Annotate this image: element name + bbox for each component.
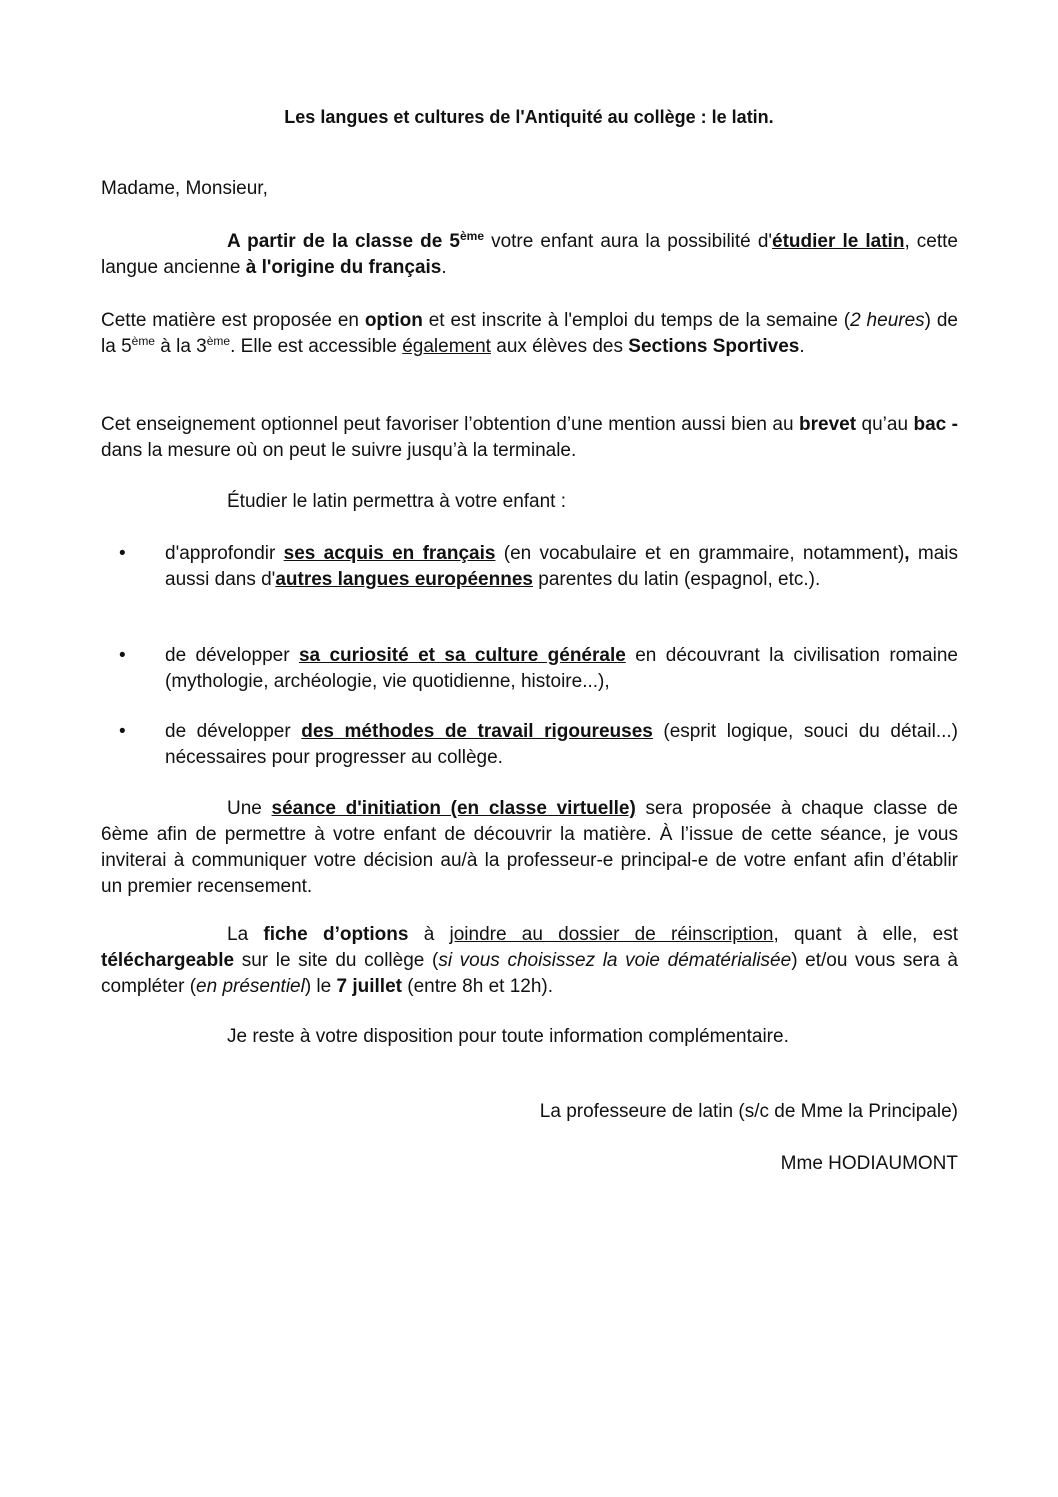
emphasis: étudier le latin bbox=[772, 231, 905, 252]
text-fragment: , cette langue ancienne bbox=[101, 231, 958, 278]
bullet-icon: • bbox=[119, 721, 126, 742]
superscript: ème bbox=[459, 229, 484, 243]
list-item-text bbox=[165, 541, 958, 593]
list-item-text bbox=[165, 643, 958, 695]
emphasis: option bbox=[364, 310, 423, 331]
text-fragment: de développer bbox=[165, 721, 302, 742]
text-fragment: ) le bbox=[304, 976, 337, 997]
text-fragment: . bbox=[799, 336, 805, 357]
text-fragment: aux élèves des bbox=[490, 336, 629, 357]
text-fragment: sera proposée à chaque classe de 6ème afin de permettre à votre enfant de découvrir la matière. À l’issue de cette séance, je vous inviterai à communiquer votre décision au/à la professeur-e principal-e de votre enfant afin d’établir un premier recensement. bbox=[101, 798, 958, 897]
text-fragment: votre enfant aura la possibilité d' bbox=[484, 231, 773, 252]
paragraph-mention bbox=[101, 412, 958, 464]
text-fragment: ) et/ou vous sera à compléter ( bbox=[101, 950, 958, 997]
emphasis: en présentiel bbox=[196, 976, 305, 997]
emphasis: séance d'initiation (en classe virtuelle) bbox=[271, 798, 636, 819]
emphasis: fiche d’options bbox=[263, 924, 409, 945]
letter-title: Les langues et cultures de l'Antiquité au collège : le latin. bbox=[284, 107, 774, 127]
text-fragment: en découvrant la civilisation romaine (mythologie, archéologie, vie quotidienne, histoire...), bbox=[165, 645, 958, 692]
text-fragment: . Elle est accessible bbox=[230, 336, 403, 357]
list-item-text bbox=[165, 719, 958, 771]
text-fragment: qu’au bbox=[856, 414, 914, 435]
emphasis: 2 heures bbox=[850, 310, 925, 331]
paragraph-list-intro: Étudier le latin permettra à votre enfant : bbox=[227, 491, 567, 512]
text-fragment: (entre 8h et 12h). bbox=[401, 976, 554, 997]
salutation: Madame, Monsieur, bbox=[101, 178, 268, 199]
text-fragment: Une bbox=[227, 798, 272, 819]
text-fragment: ) de la 5 bbox=[101, 310, 958, 357]
emphasis: ses acquis en français bbox=[283, 543, 496, 564]
text-fragment: . bbox=[441, 257, 447, 278]
emphasis: si vous choisissez la voie dématérialisée bbox=[438, 950, 792, 971]
paragraph-closing: Je reste à votre disposition pour toute information complémentaire. bbox=[227, 1026, 789, 1047]
signature-name: Mme HODIAUMONT bbox=[780, 1153, 958, 1174]
emphasis: également bbox=[402, 336, 491, 357]
text-fragment: à la 3 bbox=[154, 336, 207, 357]
text-fragment: , bbox=[904, 543, 910, 564]
text-fragment: (esprit logique, souci du détail...) nécessaires pour progresser au collège. bbox=[165, 721, 958, 768]
text-fragment: (en vocabulaire et en grammaire, notamment) bbox=[495, 543, 905, 564]
emphasis: brevet bbox=[799, 414, 857, 435]
text-fragment: mais aussi dans d' bbox=[165, 543, 958, 590]
text-fragment: parentes du latin (espagnol, etc.). bbox=[532, 569, 821, 590]
text-fragment: sur le site du collège ( bbox=[234, 950, 439, 971]
text-fragment: de développer bbox=[165, 645, 299, 666]
bullet-icon: • bbox=[119, 543, 126, 564]
emphasis: à l'origine du français bbox=[245, 257, 442, 278]
superscript: ème bbox=[206, 334, 231, 348]
text-fragment: , quant à elle, est bbox=[773, 924, 958, 945]
emphasis: 7 juillet bbox=[336, 976, 402, 997]
text-fragment: Cet enseignement optionnel peut favoriser l’obtention d’une mention aussi bien au bbox=[101, 414, 800, 435]
text-fragment: La bbox=[227, 924, 264, 945]
paragraph-initiation bbox=[101, 796, 958, 900]
text-fragment: d'approfondir bbox=[165, 543, 284, 564]
emphasis: téléchargeable bbox=[101, 950, 235, 971]
emphasis: sa curiosité et sa culture générale bbox=[298, 645, 626, 666]
signature-role: La professeure de latin (s/c de Mme la Principale) bbox=[539, 1101, 958, 1122]
emphasis: joindre au dossier de réinscription bbox=[449, 924, 774, 945]
emphasis: bac - bbox=[913, 414, 958, 435]
emphasis: autres langues européennes bbox=[275, 569, 533, 590]
paragraph-option bbox=[101, 308, 958, 360]
emphasis: Sections Sportives bbox=[628, 336, 800, 357]
text-fragment: Cette matière est proposée en bbox=[101, 310, 365, 331]
paragraph-intro bbox=[101, 229, 958, 281]
text-fragment: et est inscrite à l'emploi du temps de la semaine ( bbox=[422, 310, 851, 331]
bullet-icon: • bbox=[119, 645, 126, 666]
superscript: ème bbox=[131, 334, 155, 348]
text-fragment: dans la mesure où on peut le suivre jusqu’à la terminale. bbox=[101, 440, 577, 461]
text-fragment: A partir de la classe de 5 bbox=[227, 231, 460, 252]
text-fragment: à bbox=[408, 924, 450, 945]
emphasis: des méthodes de travail rigoureuses bbox=[301, 721, 653, 742]
paragraph-options-form bbox=[101, 922, 958, 1000]
